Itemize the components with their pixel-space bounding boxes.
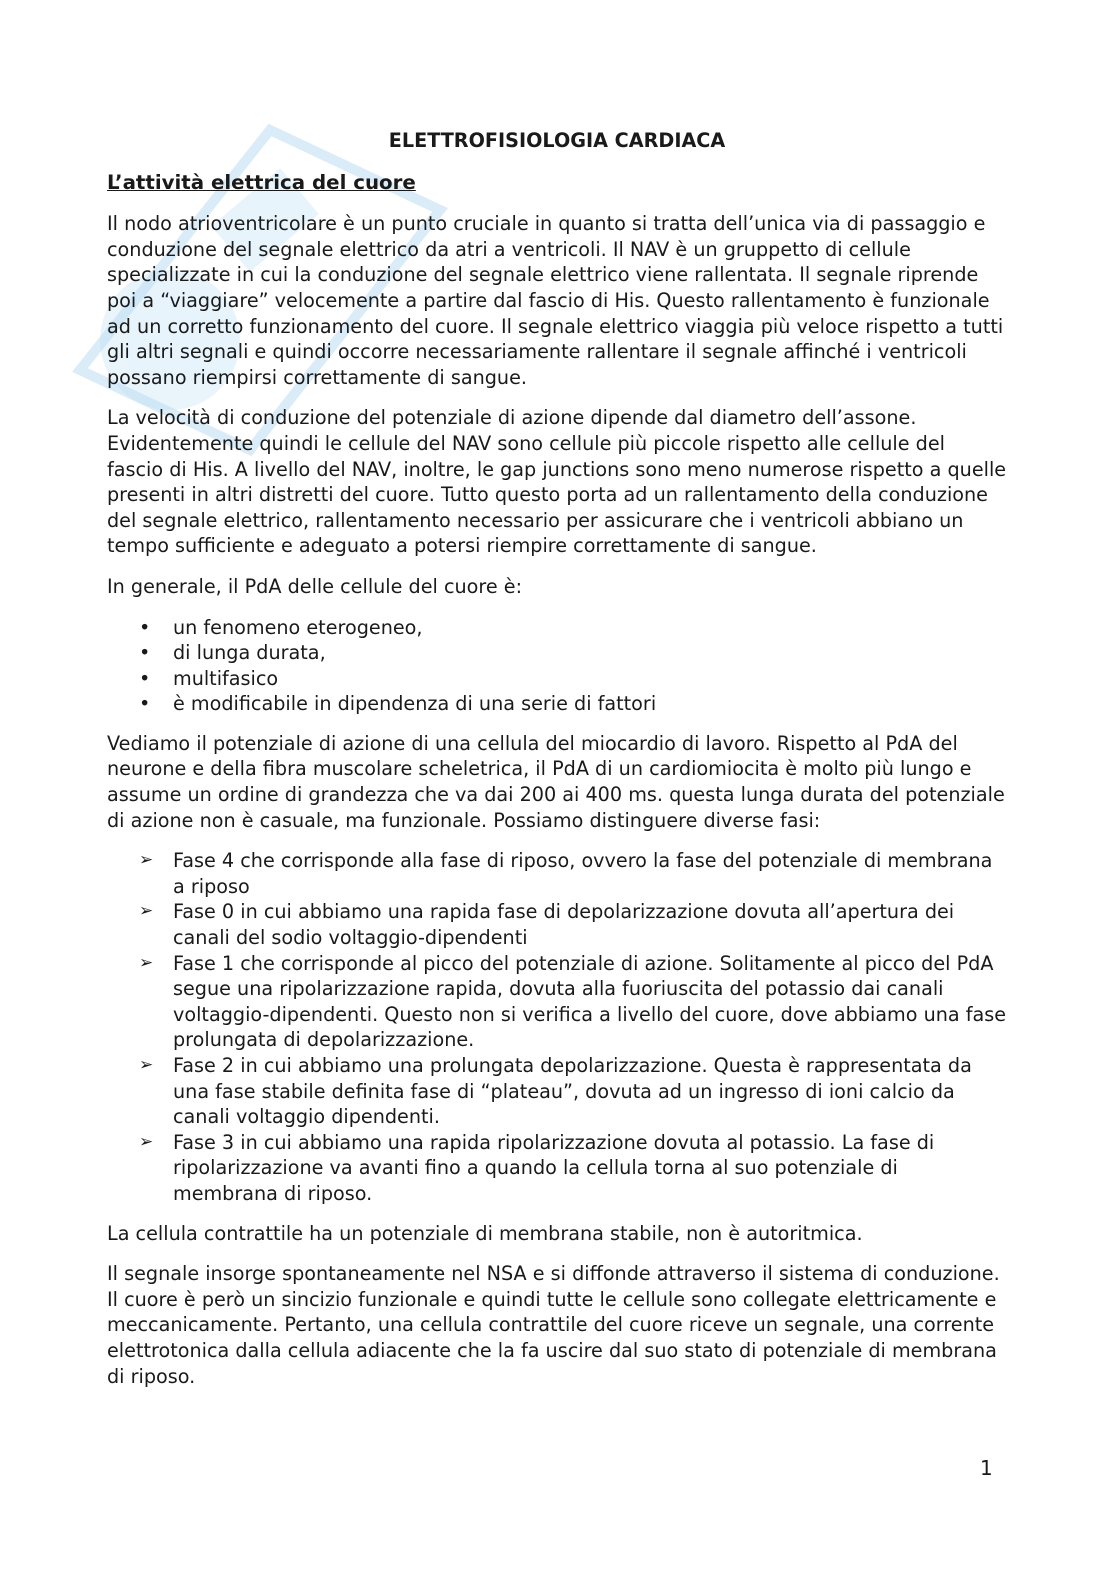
paragraph: Vediamo il potenziale di azione di una cellula del miocardio di lavoro. Rispetto al PdA del neurone e della fibra muscolare scheletrica, il PdA di un cardiomiocita è molto più lungo e assume un ordine di grandezza che va dai 200 ai 400 ms. questa lunga durata del potenziale di azione non è casuale, ma funzionale. Possiamo distinguere diverse fasi: bbox=[107, 731, 1005, 832]
section-heading: L’attività elettrica del cuore bbox=[107, 170, 416, 194]
arrow-bullet-icon: ➢ bbox=[139, 1055, 154, 1075]
list-item-text: Fase 0 in cui abbiamo una rapida fase di depolarizzazione dovuta all’apertura dei canali del sodio voltaggio-dipendenti bbox=[173, 900, 955, 950]
arrow-bullet-icon: ➢ bbox=[139, 1131, 154, 1152]
paragraph: La cellula contrattile ha un potenziale di membrana stabile, non è autoritmica. bbox=[107, 1221, 863, 1245]
list-item bbox=[107, 691, 1007, 717]
list-item bbox=[107, 899, 1007, 950]
paragraph: In generale, il PdA delle cellule del cuore è: bbox=[107, 574, 523, 598]
arrow-bullet-icon: ➢ bbox=[139, 850, 154, 871]
list-item-text: Fase 4 che corrisponde alla fase di riposo, ovvero la fase del potenziale di membrana a riposo bbox=[173, 849, 993, 898]
list-item bbox=[107, 615, 1007, 641]
document-page bbox=[107, 128, 1007, 1404]
paragraph: La velocità di conduzione del potenziale di azione dipende dal diametro dell’assone. Evidentemente quindi le cellule del NAV sono cellule più piccole rispetto alle cellule del fascio di His. A livello del NAV, inoltre, le gap junctions sono meno numerose rispetto a quelle presenti in altri distretti del cuore. Tutto questo porta ad un rallentamento della conduzione del segnale elettrico, rallentamento necessario per assicurare che i ventricoli abbiano un tempo sufficiente e adeguato a potersi riempire correttamente di sangue. bbox=[107, 406, 1007, 558]
list-item-text: Fase 1 che corrisponde al picco del potenziale di azione. Solitamente al picco del PdA segue una ripolarizzazione rapida, dovuta alla fuoriuscita del potassio dai canali voltaggio-dipendenti. Questo non si verifica a livello del cuore, dove abbiamo una fase prolungata di depolarizzazione. bbox=[173, 951, 1007, 1052]
arrow-bullet-icon: ➢ bbox=[139, 952, 154, 973]
document-title: ELETTROFISIOLOGIA CARDIACA bbox=[388, 129, 726, 152]
bullet-icon: • bbox=[139, 641, 151, 665]
list-item bbox=[107, 640, 1007, 666]
list-item-text: Fase 3 in cui abbiamo una rapida ripolarizzazione dovuta al potassio. La fase di ripolarizzazione va avanti fino a quando la cellula torna al suo potenziale di membrana di riposo. bbox=[173, 1130, 935, 1205]
list-item bbox=[107, 1053, 1007, 1130]
bullet-icon: • bbox=[139, 666, 151, 690]
paragraph: Il nodo atrioventricolare è un punto cruciale in quanto si tratta dell’unica via di passaggio e conduzione del segnale elettrico da atri a ventricoli. Il NAV è un gruppetto di cellule specializzate in cui la conduzione del segnale elettrico viene rallentata. Il segnale riprende poi a “viaggiare” velocemente a partire dal fascio di His. Questo rallentamento è funzionale ad un corretto funzionamento del cuore. Il segnale elettrico viaggia più veloce rispetto a tutti gli altri segnali e quindi occorre necessariamente rallentare il segnale affinché i ventricoli possano riempirsi correttamente di sangue. bbox=[107, 212, 1004, 389]
list-item-text: di lunga durata, bbox=[173, 641, 326, 665]
bullet-icon: • bbox=[139, 692, 151, 716]
list-item bbox=[107, 666, 1007, 692]
paragraph: Il segnale insorge spontaneamente nel NSA e si diffonde attraverso il sistema di conduzione. Il cuore è però un sincizio funzionale e quindi tutte le cellule sono collegate elettricamente e meccanicamente. Pertanto, una cellula contrattile del cuore riceve un segnale, una corrente elettrotonica dalla cellula adiacente che la fa uscire dal suo stato di potenziale di membrana di riposo. bbox=[107, 1262, 1000, 1388]
list-item-text: multifasico bbox=[173, 666, 279, 690]
list-item bbox=[107, 951, 1007, 1053]
page-number: 1 bbox=[980, 1456, 993, 1480]
list-item-text: è modificabile in dipendenza di una serie di fattori bbox=[173, 692, 657, 716]
list-item-text: un fenomeno eterogeneo, bbox=[173, 615, 423, 639]
phase-list bbox=[107, 848, 1007, 1206]
bullet-icon: • bbox=[139, 615, 151, 639]
arrow-bullet-icon: ➢ bbox=[139, 901, 154, 922]
list-item bbox=[107, 848, 1007, 899]
list-item-text: Fase 2 in cui abbiamo una prolungata depolarizzazione. Questa è rappresentata da una fase stabile definita fase di “plateau”, dovuta ad un ingresso di ioni calcio da canali voltaggio dipendenti. bbox=[173, 1054, 972, 1129]
bullet-list bbox=[107, 615, 1007, 717]
list-item bbox=[107, 1130, 1007, 1207]
